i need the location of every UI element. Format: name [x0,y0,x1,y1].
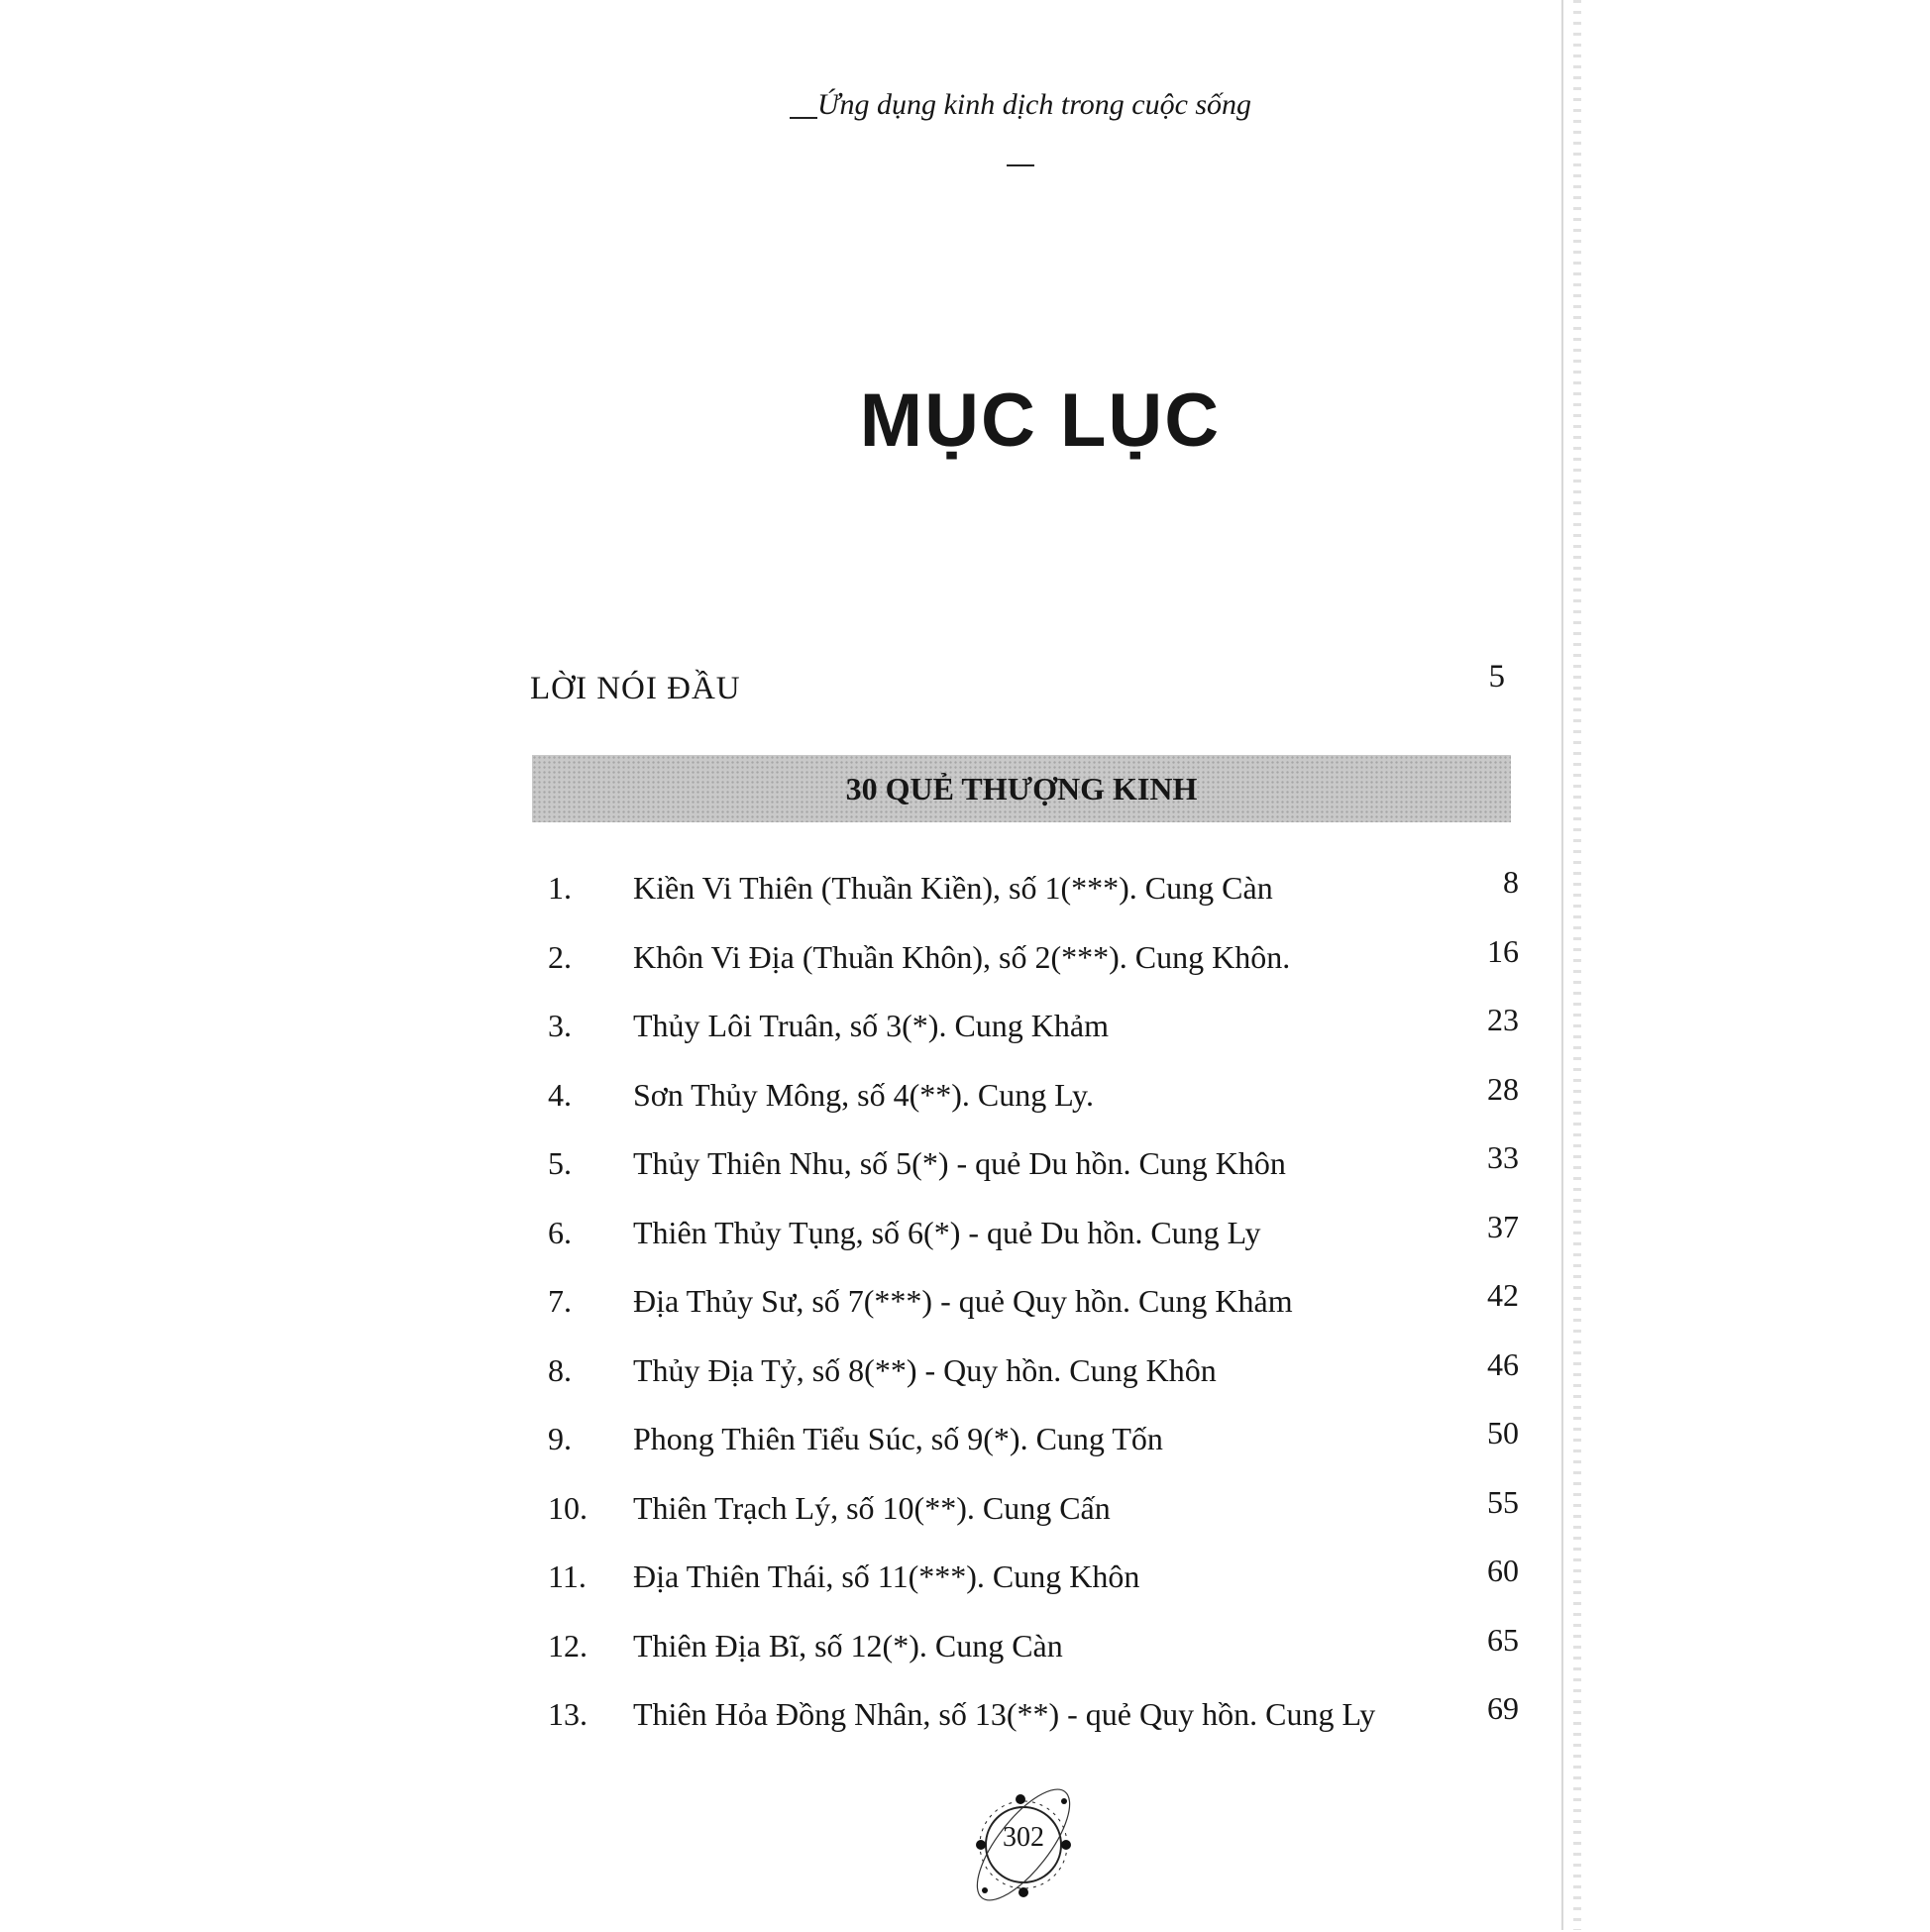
entry-title: Thủy Địa Tỷ, số 8(**) - Quy hồn. Cung Khôn [633,1351,1217,1388]
entry-number: 13. [548,1696,588,1732]
toc-entry[interactable] [548,1271,1519,1341]
entry-page-number: 65 [1487,1621,1519,1658]
entry-number: 9. [548,1421,572,1456]
entry-page-number: 23 [1487,1002,1519,1037]
page-title: MỤC LỤC [859,378,1222,463]
entry-title: Thủy Thiên Nhu, số 5(*) - quẻ Du hồn. Cung Khôn [633,1145,1286,1181]
entry-title: Thiên Trạch Lý, số 10(**). Cung Cấn [633,1489,1111,1526]
entry-number: 8. [548,1351,572,1388]
preface-label: LỜI NÓI ĐẦU [530,671,741,706]
entry-page-number: 8 [1503,864,1519,900]
entry-title: Khôn Vi Địa (Thuần Khôn), số 2(***). Cung Khôn. [633,938,1291,975]
entry-number: 5. [548,1145,572,1181]
toc-entry[interactable] [548,1478,1519,1548]
toc-entry[interactable] [548,1133,1519,1203]
entry-page-number: 37 [1487,1208,1519,1244]
entry-title: Thiên Hỏa Đồng Nhân, số 13(**) - quẻ Quy hồn. Cung Ly [633,1696,1376,1732]
entry-page-number: 28 [1487,1070,1519,1107]
entry-title: Sơn Thủy Mông, số 4(**). Cung Ly. [633,1076,1094,1113]
entry-title: Kiền Vi Thiên (Thuần Kiền), số 1(***). Cung Càn [633,870,1273,906]
entry-page-number: 16 [1487,932,1519,969]
entry-page-number: 46 [1487,1345,1519,1382]
entry-title: Thiên Địa Bĩ, số 12(*). Cung Càn [633,1627,1063,1664]
entry-page-number: 33 [1487,1139,1519,1175]
entry-number: 2. [548,938,572,975]
section-heading: 30 QUẺ THƯỢNG KINH [532,755,1511,822]
preface-entry[interactable] [530,659,1521,713]
toc-entry[interactable] [548,1616,1519,1685]
running-head [783,81,1258,129]
entry-number: 7. [548,1283,572,1319]
preface-page-number: 5 [1488,659,1505,695]
entry-page-number: 42 [1487,1277,1519,1313]
entry-number: 11. [548,1558,587,1594]
entry-page-number: 69 [1487,1690,1519,1726]
running-head-rule-right [1007,164,1034,166]
page-edge [1561,0,1930,1930]
toc-entry[interactable] [548,996,1519,1065]
toc-entry[interactable] [548,1409,1519,1478]
running-head-text: Ứng dụng kinh dịch trong cuộc sống [816,88,1252,121]
folio-page-number: 302 [1003,1822,1044,1853]
entry-number: 12. [548,1627,588,1664]
toc-entry[interactable] [548,1065,1519,1134]
entry-title: Phong Thiên Tiểu Súc, số 9(*). Cung Tốn [633,1421,1163,1456]
toc-entry[interactable] [548,858,1519,927]
entry-number: 6. [548,1214,572,1250]
entry-page-number: 55 [1487,1483,1519,1520]
toc-entry[interactable] [548,927,1519,997]
toc-list [548,858,1519,1754]
toc-entry[interactable] [548,1684,1519,1754]
entry-title: Thiên Thủy Tụng, số 6(*) - quẻ Du hồn. Cung Ly [633,1214,1261,1250]
entry-number: 10. [548,1489,588,1526]
entry-number: 1. [548,870,572,906]
entry-number: 3. [548,1008,572,1043]
entry-page-number: 60 [1487,1553,1519,1588]
entry-title: Thủy Lôi Truân, số 3(*). Cung Khảm [633,1008,1109,1043]
entry-number: 4. [548,1076,572,1113]
toc-entry[interactable] [548,1203,1519,1272]
running-head-rule-left [790,117,817,119]
entry-page-number: 50 [1487,1415,1519,1450]
entry-title: Địa Thủy Sư, số 7(***) - quẻ Quy hồn. Cung Khảm [633,1283,1293,1319]
toc-entry[interactable] [548,1547,1519,1616]
toc-entry[interactable] [548,1341,1519,1410]
entry-title: Địa Thiên Thái, số 11(***). Cung Khôn [633,1558,1140,1594]
